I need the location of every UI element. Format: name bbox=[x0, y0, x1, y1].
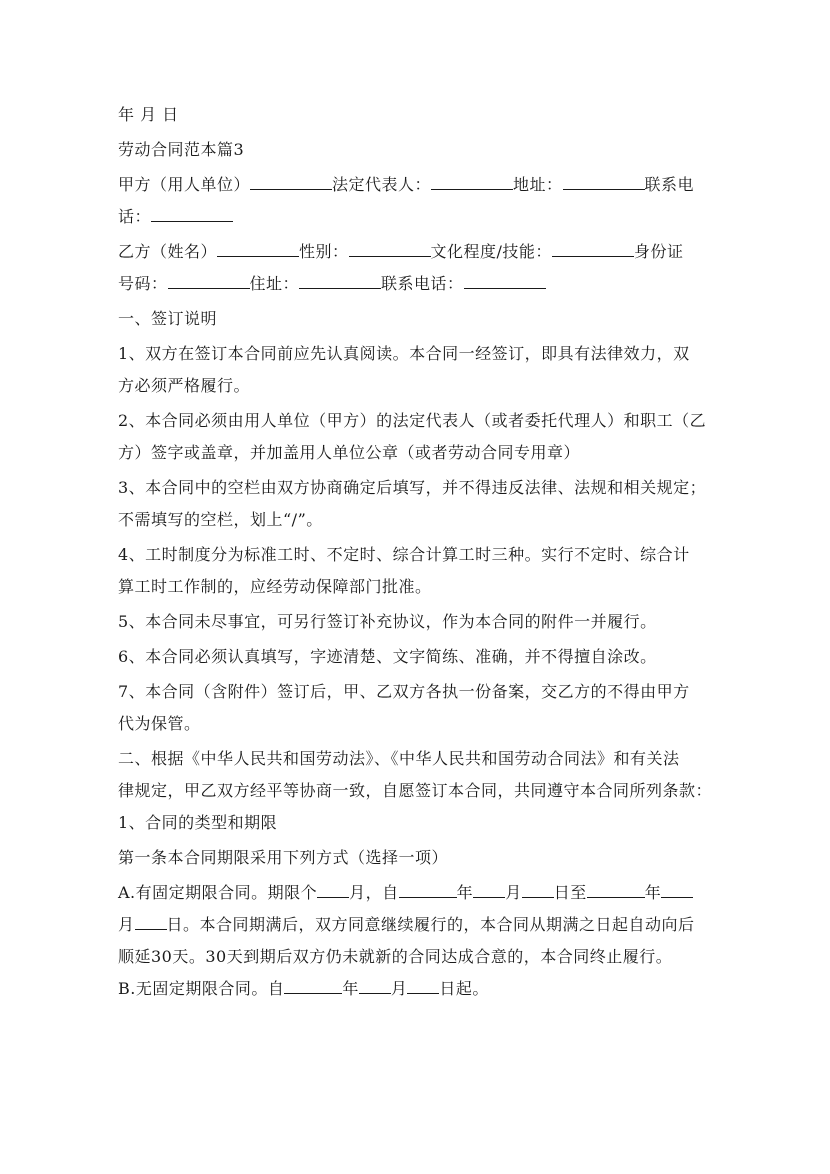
subsection-1-title: 1、合同的类型和期限 bbox=[118, 813, 278, 832]
option-a-text-3: 年 bbox=[456, 883, 474, 902]
party-b-label: 乙方（姓名） bbox=[118, 242, 218, 261]
party-a-line bbox=[118, 169, 718, 201]
date-line: 年 月 日 bbox=[118, 105, 179, 124]
party-a-phone-blank bbox=[151, 203, 233, 222]
party-a-name-blank bbox=[250, 171, 332, 190]
party-a-addr-blank bbox=[563, 171, 645, 190]
party-b-gender-blank bbox=[349, 238, 431, 257]
item-6: 6、本合同必须认真填写，字迹清楚、文字简练、准确，并不得擅自涂改。 bbox=[118, 647, 657, 666]
article-1: 第一条本合同期限采用下列方式（选择一项） bbox=[118, 848, 449, 867]
item-5: 5、本合同未尽事宜，可另行签订补充协议，作为本合同的附件一并履行。 bbox=[118, 612, 657, 631]
option-a-text-2: 月，自 bbox=[349, 883, 399, 902]
party-b-id-label-2: 号码： bbox=[118, 274, 168, 293]
option-b-text-1: B.无固定期限合同。自 bbox=[118, 979, 285, 998]
item-1-line-2: 方必须严格履行。 bbox=[118, 376, 251, 395]
item-2-line-1: 2、本合同必须由用人单位（甲方）的法定代表人（或者委托代理人）和职工（乙 bbox=[118, 411, 707, 430]
party-b-edu-label: 文化程度/技能： bbox=[430, 242, 552, 261]
option-b-year-blank bbox=[284, 975, 342, 994]
option-a-line-2 bbox=[118, 909, 718, 941]
item-7-line-2: 代为保管。 bbox=[118, 714, 201, 733]
party-b-addr-blank bbox=[299, 270, 381, 289]
party-b-phone-label: 联系电话： bbox=[381, 274, 464, 293]
party-b-id-blank bbox=[168, 270, 250, 289]
option-b-text-2: 年 bbox=[342, 979, 359, 998]
option-b-text-4: 日起。 bbox=[439, 979, 489, 998]
option-a-text-4: 月 bbox=[505, 883, 522, 902]
item-3-line-1: 3、本合同中的空栏由双方协商确定后填写，并不得违反法律、法规和相关规定； bbox=[118, 478, 707, 497]
item-1-line-1: 1、双方在签订本合同前应先认真阅读。本合同一经签订，即具有法律效力，双 bbox=[118, 344, 690, 363]
option-a-line-3: 顺延30天。30天到期后双方仍未就新的合同达成合意的，本合同终止履行。 bbox=[118, 947, 673, 966]
party-a-phone-label-1: 联系电 bbox=[644, 175, 695, 194]
item-4-line-2: 算工时工作制的，应经劳动保障部门批准。 bbox=[118, 577, 432, 596]
section-1-title: 一、签订说明 bbox=[118, 309, 218, 328]
document-title: 劳动合同范本篇3 bbox=[118, 140, 245, 159]
document-body bbox=[118, 99, 718, 1005]
option-a-start-year-blank bbox=[399, 879, 457, 898]
party-b-line bbox=[118, 236, 718, 268]
option-b-month-blank bbox=[359, 975, 391, 994]
party-b-name-blank bbox=[217, 238, 299, 257]
option-a-start-day-blank bbox=[522, 879, 554, 898]
party-a-addr-label: 地址： bbox=[513, 175, 563, 194]
option-b-text-3: 月 bbox=[390, 979, 408, 998]
item-4-line-1: 4、工时制度分为标准工时、不定时、综合计算工时三种。实行不定时、综合计 bbox=[118, 545, 690, 564]
party-b-gender-label: 性别： bbox=[299, 242, 349, 261]
party-a-rep-blank bbox=[431, 171, 513, 190]
option-a-text-6: 年 bbox=[644, 883, 662, 902]
party-b-edu-blank bbox=[552, 238, 634, 257]
option-a-end-day-blank bbox=[135, 911, 167, 930]
option-a-text-7: 日。本合同期满后，双方同意继续履行的，本合同从期满之日起自动向后 bbox=[166, 915, 695, 934]
party-a-label: 甲方（用人单位） bbox=[118, 175, 251, 194]
option-a-line-1 bbox=[118, 877, 718, 909]
option-a-months-blank bbox=[317, 879, 349, 898]
item-2-line-2: 方）签字或盖章，并加盖用人单位公章（或者劳动合同专用章） bbox=[118, 443, 581, 462]
option-a-month-label: 月 bbox=[118, 915, 135, 934]
option-a-start-month-blank bbox=[473, 879, 505, 898]
item-3-line-2: 不需填写的空栏，划上“/”。 bbox=[118, 510, 323, 529]
option-a-end-month-blank bbox=[661, 879, 693, 898]
option-b-line bbox=[118, 973, 718, 1005]
section-2-line-2: 律规定，甲乙双方经平等协商一致，自愿签订本合同，共同遵守本合同所列条款： bbox=[118, 781, 713, 800]
option-b-day-blank bbox=[407, 975, 439, 994]
party-a-phone-label-2: 话： bbox=[118, 207, 152, 226]
option-a-text-1: A.有固定期限合同。期限个 bbox=[118, 883, 318, 902]
party-b-id-label-1: 身份证 bbox=[633, 242, 684, 261]
party-b-line-2 bbox=[118, 268, 718, 300]
item-7-line-1: 7、本合同（含附件）签订后，甲、乙双方各执一份备案，交乙方的不得由甲方 bbox=[118, 682, 690, 701]
option-a-text-5: 日至 bbox=[553, 883, 587, 902]
party-a-line-2 bbox=[118, 201, 718, 233]
party-b-addr-label: 住址： bbox=[249, 274, 300, 293]
party-b-phone-blank bbox=[464, 270, 546, 289]
option-a-end-year-blank bbox=[587, 879, 645, 898]
section-2-line-1: 二、根据《中华人民共和国劳动法》、《中华人民共和国劳动合同法》和有关法 bbox=[118, 749, 680, 768]
party-a-rep-label: 法定代表人： bbox=[332, 175, 432, 194]
